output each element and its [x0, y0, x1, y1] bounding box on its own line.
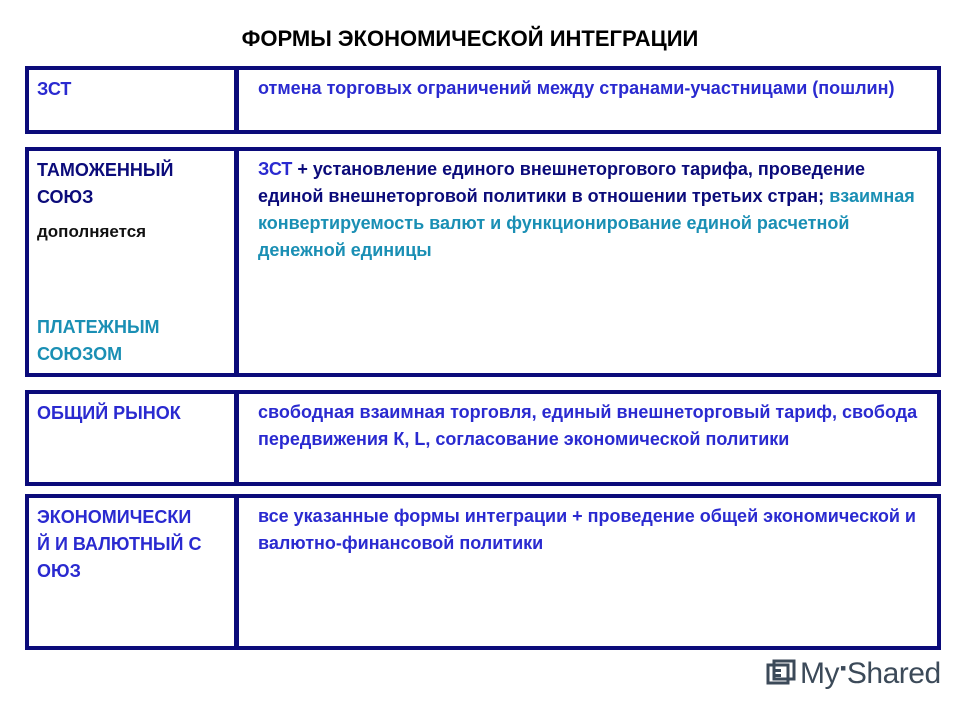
row-customs-union-description	[244, 151, 937, 264]
row-payment-union-label: ПЛАТЕЖНЫМ СОЮЗОМ	[37, 317, 160, 364]
row-customs-union-label: ТАМОЖЕННЫЙ СОЮЗ	[37, 160, 174, 207]
row-economic-union-description: все указанные формы интеграции + проведение общей экономической и валютно-финансовой политики	[258, 506, 916, 553]
row-customs-union-desc-fta: ЗСТ	[258, 159, 293, 179]
myshared-logo-icon	[766, 659, 796, 689]
row-customs-union	[25, 147, 941, 377]
row-common-market-description: свободная взаимная торговля, единый внешнеторговый тариф, свобода передвижения К, L, согласование экономической политики	[258, 402, 918, 449]
row-fta-description: отмена торговых ограничений между странами-участницами (пошлин)	[258, 78, 895, 98]
row-common-market-label: ОБЩИЙ РЫНОК	[29, 394, 239, 482]
row-customs-union-desc-main: + установление единого внешнеторгового тарифа, проведение единой внешнеторговой политики в отношении третьих стран;	[258, 159, 866, 206]
myshared-watermark	[766, 655, 941, 693]
row-economic-union	[25, 494, 941, 650]
row-customs-union-sublabel: дополняется	[37, 222, 147, 241]
row-fta	[25, 66, 941, 134]
row-common-market	[25, 390, 941, 486]
row-customs-union-desc-payment: взаимная конвертируемость валют и функционирование единой расчетной денежной единицы	[258, 186, 915, 260]
row-economic-union-label: ЭКОНОМИЧЕСКИЙ И ВАЛЮТНЫЙ СОЮЗ	[29, 498, 239, 646]
row-customs-union-left	[29, 151, 239, 373]
page-title: ФОРМЫ ЭКОНОМИЧЕСКОЙ ИНТЕГРАЦИИ	[241, 26, 699, 51]
row-fta-label: ЗСТ	[29, 70, 239, 130]
myshared-wordmark: My▪Shared	[800, 657, 941, 690]
